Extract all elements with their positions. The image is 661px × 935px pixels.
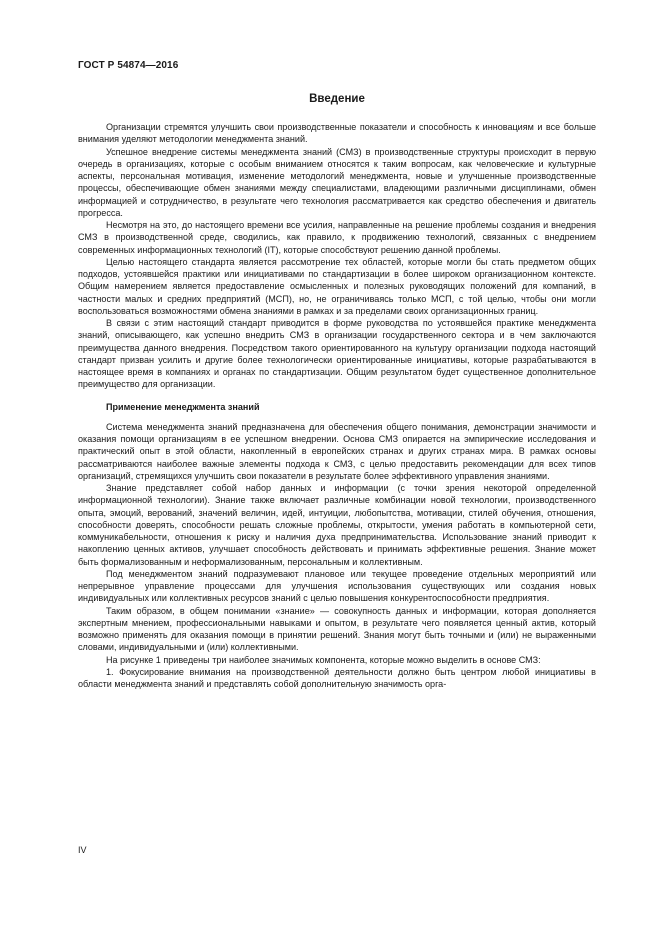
paragraph: Под менеджментом знаний подразумевают плановое или текущее проведение отдельных мероприятий или непрерывное управление процессами для улучшения использования существующих или создания новых индивидуальных или коллективных ресурсов знаний с целью повышения конкурентоспособности предприятия.	[78, 568, 596, 604]
paragraph: Система менеджмента знаний предназначена для обеспечения общего понимания, демонстрации значимости и оказания помощи организациям в ее успешном внедрении. Основа СМЗ опирается на эмпирические исследования и практический опыт в этой области, накопленный в европейских странах и других странах мира. В рамках основы рассматриваются наиболее важные элементы подхода к СМЗ, с целью предоставить рекомендации для всех типов организаций, стремящихся улучшить свои показатели в результате более эффективного управления знаниями.	[78, 421, 596, 481]
paragraph: На рисунке 1 приведены три наиболее значимых компонента, которые можно выделить в основе СМЗ:	[106, 654, 541, 665]
paragraph: Организации стремятся улучшить свои производственные показатели и способность к инновациям и все больше внимания уделяют методологии менеджмента знаний.	[78, 122, 596, 145]
paragraph: В связи с этим настоящий стандарт приводится в форме руководства по устоявшейся практике менеджмента знаний, описывающего, как успешно внедрить СМЗ в организации государственного сектора и в чем заключаются преимущества данного внедрения. Посредством такого ориентированного на культуру организации подхода настоящий стандарт призван усилить и другие более технологически ориентированные инициативы, которые разрабатываются в настоящее время в компаниях и органах по стандартизации. Общим результатом будет существенное дополнительное преимущество для организации.	[78, 318, 596, 390]
page-number: IV	[78, 845, 87, 855]
section-heading: Применение менеджмента знаний	[106, 401, 260, 412]
paragraph: 1. Фокусирование внимания на производственной деятельности должно быть центром любой инициативы в области менеджмента знаний и представлять собой дополнительную значимость орга-	[78, 666, 596, 689]
standard-header: ГОСТ Р 54874—2016	[78, 60, 179, 71]
paragraph: Таким образом, в общем понимании «знание» — совокупность данных и информации, которая дополняется экспертным мнением, профессиональными навыками и опытом, в результате чего появляется ценный актив, который возможно применять для оказания помощи в принятии решений. Знания могут быть точными и (или) не выраженными словами, индивидуальными и (или) коллективными.	[78, 605, 596, 653]
paragraph: Несмотря на это, до настоящего времени все усилия, направленные на решение проблемы создания и внедрения СМЗ в производственной среде, сводились, как правило, к продвижению технологий, связанных с внедрением современных информационных технологий (IT), которые способствуют решению данной проблемы.	[78, 220, 596, 255]
paragraph: Знание представляет собой набор данных и информации (с точки зрения некоторой определенной информационной технологии). Знание также включает различные комбинации новой технологии, производственного опыта, эмоций, верований, значений величин, идей, интуиции, любопытства, мотивации, стилей обучения, отношения, способности доверять, способности решать сложные проблемы, открытости, умения работать в компьютерной сети, коммуникабельности, отношения к риску и наличия духа предпринимательства. Использование знаний приводит к накоплению ценных активов, улучшает способность действовать и принимать эффективные решения. Знание может быть формализованным и неформализованным, персональным и коллективным.	[78, 483, 596, 567]
paragraph: Успешное внедрение системы менеджмента знаний (СМЗ) в производственные структуры происходит в первую очередь в организациях, которые с особым вниманием относятся к таким вопросам, как человеческие и культурные аспекты, персональная мотивация, изменение методологий менеджмента, новые и улучшенные производственные процессы, обеспечивающие обмен знаниями между специалистами, владеющими различными дисциплинами, обмен информацией и сотрудничество, в результате чего технология рассматривается как средство обеспечения и двигатель прогресса.	[78, 146, 596, 218]
paragraph: Целью настоящего стандарта является рассмотрение тех областей, которые могли бы стать предметом общих подходов, устоявшейся практики или инициативами по стандартизации в более широком организационном контексте. Общим намерением является предоставление осмысленных и полезных руководящих положений для компаний, в частности малых и средних предприятий (МСП), но, не ограничиваясь только МСП, с той целью, чтобы они могли воспользоваться возможностями обмена знаниями в рамках и за пределами своих организационных границ.	[78, 256, 596, 316]
page-title: Введение	[309, 93, 365, 105]
document-body	[78, 92, 596, 690]
